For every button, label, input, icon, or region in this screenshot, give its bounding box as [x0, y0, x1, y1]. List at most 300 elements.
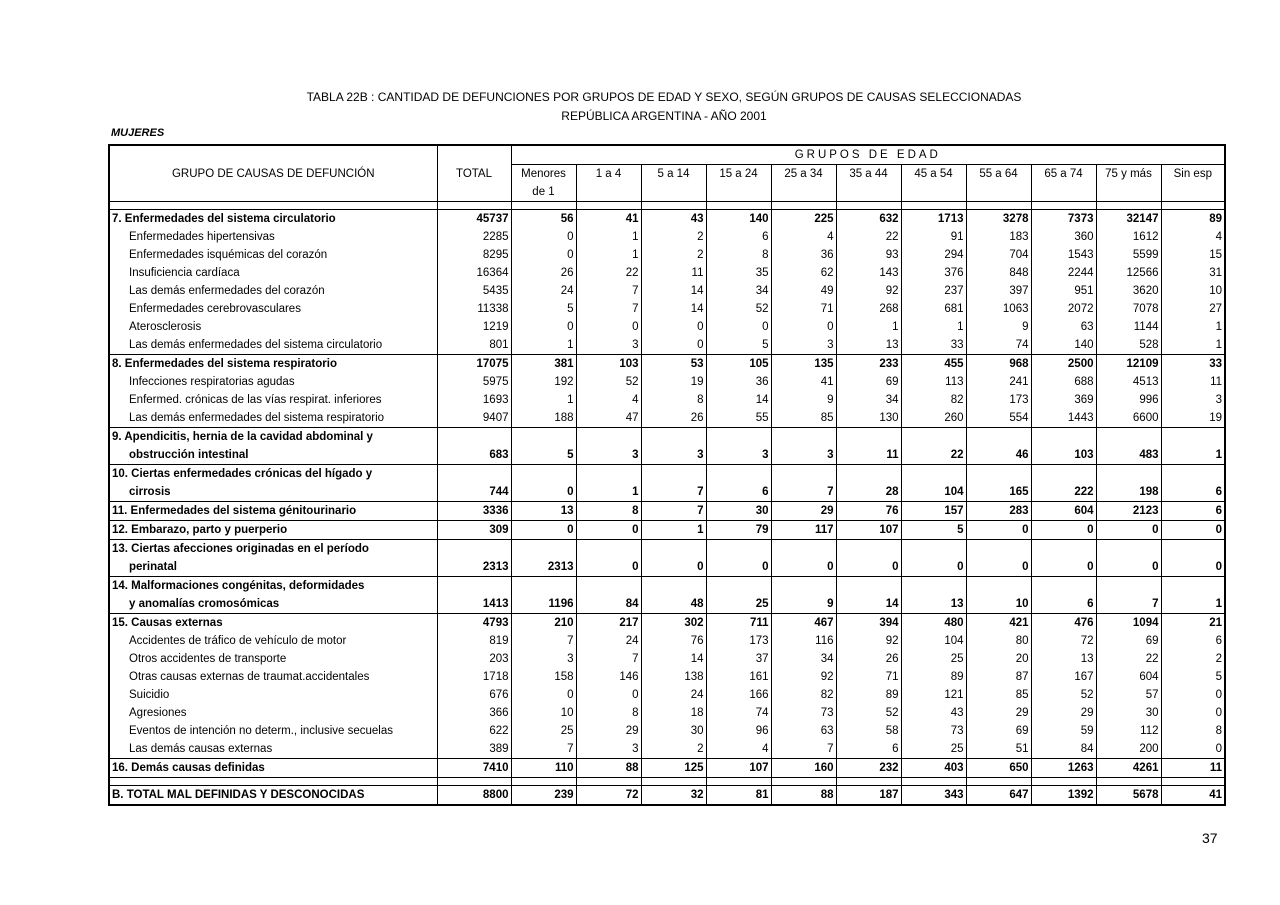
total-row-value: 72	[576, 786, 641, 806]
age-value: 79	[706, 521, 771, 540]
age-value: 30	[641, 722, 706, 740]
age-value: 1144	[1096, 318, 1161, 336]
age-value: 8	[641, 391, 706, 409]
age-value: 26	[836, 650, 901, 668]
age-value: 173	[706, 632, 771, 650]
age-value	[836, 540, 901, 559]
age-value: 33	[1161, 355, 1225, 374]
age-value: 125	[641, 759, 706, 778]
age-value: 27	[1161, 300, 1225, 318]
age-column-header: 65 a 74	[1031, 165, 1096, 184]
table-subtitle-country-year: REPÚBLICA ARGENTINA - AÑO 2001	[561, 109, 767, 123]
age-value: 3	[771, 336, 836, 355]
age-value: 467	[771, 614, 836, 633]
age-value	[966, 540, 1031, 559]
age-value: 2	[1161, 650, 1225, 668]
age-value: 41	[771, 373, 836, 391]
age-value: 6	[1161, 483, 1225, 502]
age-value: 29	[966, 704, 1031, 722]
table-row	[109, 228, 1225, 246]
cause-name: Enfermedades hipertensivas	[109, 228, 437, 246]
table-row	[109, 300, 1225, 318]
total-value: 676	[437, 686, 511, 704]
cause-column-header: GRUPO DE CAUSAS DE DEFUNCIÓN	[109, 165, 437, 184]
cause-name: 9. Apendicitis, hernia de la cavidad abdominal y	[109, 428, 437, 447]
age-value: 87	[966, 668, 1031, 686]
age-value: 140	[1031, 336, 1096, 355]
spacer-cell	[836, 778, 901, 786]
age-value: 103	[576, 355, 641, 374]
total-value: 2313	[437, 558, 511, 577]
age-value: 158	[511, 668, 576, 686]
age-value: 19	[641, 373, 706, 391]
age-value: 63	[771, 722, 836, 740]
spacer-cell	[706, 202, 771, 210]
age-value: 6	[1031, 595, 1096, 614]
age-value: 294	[901, 246, 966, 264]
age-value: 2313	[511, 558, 576, 577]
age-value: 58	[836, 722, 901, 740]
age-value	[576, 465, 641, 484]
age-value: 483	[1096, 446, 1161, 465]
age-value: 210	[511, 614, 576, 633]
total-value: 309	[437, 521, 511, 540]
age-value: 650	[966, 759, 1031, 778]
table-row	[109, 210, 1225, 229]
age-value: 188	[511, 409, 576, 428]
age-value	[511, 428, 576, 447]
age-value: 49	[771, 282, 836, 300]
age-value: 5	[901, 521, 966, 540]
age-value: 30	[706, 502, 771, 521]
spacer-cell	[1096, 778, 1161, 786]
age-value: 13	[901, 595, 966, 614]
age-value: 140	[706, 210, 771, 229]
age-value: 0	[511, 318, 576, 336]
cause-name: obstrucción intestinal	[109, 446, 437, 465]
spacer-cell	[641, 778, 706, 786]
age-value: 52	[706, 300, 771, 318]
table-row	[109, 521, 1225, 540]
table-row	[109, 391, 1225, 409]
total-spacer	[109, 778, 1225, 786]
age-value: 1	[901, 318, 966, 336]
age-value: 11	[1161, 759, 1225, 778]
age-value: 92	[836, 282, 901, 300]
age-value: 1	[511, 336, 576, 355]
table-row	[109, 740, 1225, 759]
page-number: 37	[1202, 830, 1218, 846]
age-value: 161	[706, 668, 771, 686]
age-value: 951	[1031, 282, 1096, 300]
age-value: 0	[1161, 521, 1225, 540]
header-row-groups	[109, 145, 1225, 165]
age-value: 22	[901, 446, 966, 465]
age-value	[1031, 577, 1096, 596]
age-value: 14	[706, 391, 771, 409]
age-value	[576, 428, 641, 447]
age-value: 73	[771, 704, 836, 722]
age-value: 5	[706, 336, 771, 355]
total-value: 45737	[437, 210, 511, 229]
age-value: 26	[641, 409, 706, 428]
age-value: 37	[706, 650, 771, 668]
age-value	[966, 465, 1031, 484]
age-value: 1713	[901, 210, 966, 229]
age-value: 3	[576, 446, 641, 465]
age-value: 24	[641, 686, 706, 704]
age-value: 30	[1096, 704, 1161, 722]
age-value: 43	[641, 210, 706, 229]
age-value: 69	[836, 373, 901, 391]
total-column-header: TOTAL	[437, 165, 511, 184]
age-value: 85	[966, 686, 1031, 704]
age-value: 103	[1031, 446, 1096, 465]
age-value: 0	[511, 521, 576, 540]
age-value	[1031, 540, 1096, 559]
age-value: 82	[901, 391, 966, 409]
age-value	[771, 540, 836, 559]
table-row	[109, 264, 1225, 282]
age-value: 34	[706, 282, 771, 300]
total-row-value: 647	[966, 786, 1031, 806]
age-value: 0	[1161, 704, 1225, 722]
age-value	[1161, 428, 1225, 447]
age-value: 237	[901, 282, 966, 300]
age-value: 29	[1031, 704, 1096, 722]
age-value	[641, 540, 706, 559]
age-value: 8	[1161, 722, 1225, 740]
age-value: 1196	[511, 595, 576, 614]
age-value: 3	[641, 446, 706, 465]
spacer-cell	[511, 778, 576, 786]
age-value: 688	[1031, 373, 1096, 391]
age-value: 35	[706, 264, 771, 282]
age-value: 0	[1096, 521, 1161, 540]
age-column-header: 45 a 54	[901, 165, 966, 184]
age-value: 10	[511, 704, 576, 722]
table-row	[109, 446, 1225, 465]
age-value: 55	[706, 409, 771, 428]
age-value: 7	[771, 483, 836, 502]
cause-name: Las demás enfermedades del sistema circulatorio	[109, 336, 437, 355]
age-value: 0	[901, 558, 966, 577]
total-value: 366	[437, 704, 511, 722]
age-value: 2	[641, 228, 706, 246]
age-value: 1	[836, 318, 901, 336]
age-column-header-line2	[966, 183, 1031, 202]
table-row	[109, 558, 1225, 577]
total-value: 5975	[437, 373, 511, 391]
age-value: 4	[771, 228, 836, 246]
spacer-cell	[1096, 202, 1161, 210]
age-value: 107	[706, 759, 771, 778]
cause-name: Suicidio	[109, 686, 437, 704]
age-value	[576, 577, 641, 596]
age-value: 6	[1161, 632, 1225, 650]
age-value: 6	[706, 228, 771, 246]
total-value	[437, 465, 511, 484]
age-value: 528	[1096, 336, 1161, 355]
table-row	[109, 595, 1225, 614]
table-row	[109, 502, 1225, 521]
cause-name: Enfermedades cerebrovasculares	[109, 300, 437, 318]
age-value: 0	[966, 521, 1031, 540]
age-value: 11	[836, 446, 901, 465]
age-value: 1	[576, 483, 641, 502]
spacer-cell	[1031, 778, 1096, 786]
table-row	[109, 686, 1225, 704]
table-row	[109, 246, 1225, 264]
age-value: 12109	[1096, 355, 1161, 374]
spacer-cell	[576, 778, 641, 786]
age-value: 25	[511, 722, 576, 740]
age-value: 36	[706, 373, 771, 391]
cause-name: 13. Ciertas afecciones originadas en el período	[109, 540, 437, 559]
table-row	[109, 722, 1225, 740]
age-value: 394	[836, 614, 901, 633]
age-value: 71	[771, 300, 836, 318]
age-value: 96	[706, 722, 771, 740]
age-column-header: 35 a 44	[836, 165, 901, 184]
cause-name: 12. Embarazo, parto y puerperio	[109, 521, 437, 540]
age-value: 31	[1161, 264, 1225, 282]
age-value	[836, 465, 901, 484]
age-value: 56	[511, 210, 576, 229]
age-value: 711	[706, 614, 771, 633]
table-row	[109, 336, 1225, 355]
cause-name: Infecciones respiratorias agudas	[109, 373, 437, 391]
age-value	[1161, 465, 1225, 484]
age-value: 14	[641, 282, 706, 300]
age-value: 71	[836, 668, 901, 686]
age-value: 5	[511, 300, 576, 318]
spacer-cell	[966, 202, 1031, 210]
total-value: 1413	[437, 595, 511, 614]
age-value: 0	[706, 558, 771, 577]
total-value: 389	[437, 740, 511, 759]
age-value: 25	[901, 740, 966, 759]
age-value: 8	[576, 704, 641, 722]
age-value	[1161, 577, 1225, 596]
age-value: 22	[1096, 650, 1161, 668]
sex-label: MUJERES	[111, 127, 165, 139]
age-value: 3620	[1096, 282, 1161, 300]
age-value: 0	[1161, 740, 1225, 759]
age-value: 14	[836, 595, 901, 614]
age-value: 105	[706, 355, 771, 374]
age-value: 968	[966, 355, 1031, 374]
age-value: 8	[706, 246, 771, 264]
header-spacer	[109, 202, 1225, 210]
age-value: 34	[771, 650, 836, 668]
age-value: 2072	[1031, 300, 1096, 318]
age-value: 241	[966, 373, 1031, 391]
age-column-header: Menores	[511, 165, 576, 184]
age-value: 36	[771, 246, 836, 264]
age-value: 29	[576, 722, 641, 740]
age-value: 107	[836, 521, 901, 540]
cause-name: perinatal	[109, 558, 437, 577]
spacer-cell	[771, 778, 836, 786]
age-value: 192	[511, 373, 576, 391]
age-value: 6600	[1096, 409, 1161, 428]
age-value: 7	[511, 632, 576, 650]
spacer-cell	[511, 202, 576, 210]
age-value	[1096, 465, 1161, 484]
age-value: 46	[966, 446, 1031, 465]
total-row-value: 32	[641, 786, 706, 806]
age-value: 20	[966, 650, 1031, 668]
age-value: 7	[641, 502, 706, 521]
age-value: 22	[836, 228, 901, 246]
table-title: TABLA 22B : CANTIDAD DE DEFUNCIONES POR GRUPOS DE EDAD Y SEXO, SEGÚN GRUPOS DE CAUSAS SELECCIONADAS	[306, 90, 1022, 104]
age-value: 69	[1096, 632, 1161, 650]
table-row	[109, 759, 1225, 778]
age-value: 167	[1031, 668, 1096, 686]
age-value: 143	[836, 264, 901, 282]
age-value: 63	[1031, 318, 1096, 336]
age-value: 7	[576, 650, 641, 668]
total-row-value: 81	[706, 786, 771, 806]
table-row	[109, 668, 1225, 686]
header-row-1	[109, 165, 1225, 184]
age-value: 4	[576, 391, 641, 409]
age-value: 32147	[1096, 210, 1161, 229]
age-value: 74	[706, 704, 771, 722]
table-row	[109, 650, 1225, 668]
age-value: 14	[641, 650, 706, 668]
total-value: 8295	[437, 246, 511, 264]
age-value: 3	[706, 446, 771, 465]
total-value: 1219	[437, 318, 511, 336]
age-value: 4513	[1096, 373, 1161, 391]
total-value: 683	[437, 446, 511, 465]
age-value: 57	[1096, 686, 1161, 704]
spacer-cell	[576, 202, 641, 210]
age-value: 34	[836, 391, 901, 409]
age-value	[706, 465, 771, 484]
age-value: 113	[901, 373, 966, 391]
age-value: 72	[1031, 632, 1096, 650]
age-value	[1031, 465, 1096, 484]
age-value: 0	[511, 228, 576, 246]
age-value: 0	[576, 521, 641, 540]
age-value: 0	[641, 336, 706, 355]
total-value: 7410	[437, 759, 511, 778]
age-value: 1	[1161, 336, 1225, 355]
total-value: 16364	[437, 264, 511, 282]
table-row	[109, 318, 1225, 336]
spacer-cell	[901, 202, 966, 210]
age-value: 1063	[966, 300, 1031, 318]
total-row-value: 187	[836, 786, 901, 806]
age-column-header-line2: de 1	[511, 183, 576, 202]
age-value: 5599	[1096, 246, 1161, 264]
age-value: 93	[836, 246, 901, 264]
spacer-cell	[1161, 202, 1225, 210]
age-value: 173	[966, 391, 1031, 409]
age-value: 0	[1031, 558, 1096, 577]
age-value: 3	[771, 446, 836, 465]
age-value: 85	[771, 409, 836, 428]
age-value: 268	[836, 300, 901, 318]
age-value: 47	[576, 409, 641, 428]
table-row	[109, 465, 1225, 484]
table-row	[109, 577, 1225, 596]
age-value: 6	[706, 483, 771, 502]
age-value: 0	[966, 558, 1031, 577]
age-value: 3	[576, 740, 641, 759]
spacer-cell	[966, 778, 1031, 786]
age-value: 135	[771, 355, 836, 374]
cause-name: y anomalías cromosómicas	[109, 595, 437, 614]
age-value: 25	[706, 595, 771, 614]
age-value: 3	[576, 336, 641, 355]
age-value: 397	[966, 282, 1031, 300]
age-value: 104	[901, 632, 966, 650]
age-value: 232	[836, 759, 901, 778]
age-value: 0	[706, 318, 771, 336]
age-value: 476	[1031, 614, 1096, 633]
age-value: 9	[771, 391, 836, 409]
cause-name: 16. Demás causas definidas	[109, 759, 437, 778]
cause-name: Eventos de intención no determ., inclusive secuelas	[109, 722, 437, 740]
age-value: 69	[966, 722, 1031, 740]
age-column-header: Sin esp	[1161, 165, 1225, 184]
age-value: 1	[1161, 446, 1225, 465]
age-value: 13	[511, 502, 576, 521]
age-value	[511, 540, 576, 559]
age-value: 19	[1161, 409, 1225, 428]
age-column-header-line2	[901, 183, 966, 202]
spacer-cell	[437, 202, 511, 210]
age-value	[511, 465, 576, 484]
age-value: 1094	[1096, 614, 1161, 633]
age-value: 1543	[1031, 246, 1096, 264]
spacer-cell	[1161, 778, 1225, 786]
age-value: 166	[706, 686, 771, 704]
age-value: 233	[836, 355, 901, 374]
spacer-cell	[641, 202, 706, 210]
age-value: 10	[966, 595, 1031, 614]
total-value: 1718	[437, 668, 511, 686]
cause-name: Enfermed. crónicas de las vías respirat. inferiores	[109, 391, 437, 409]
total-value: 3336	[437, 502, 511, 521]
age-value: 116	[771, 632, 836, 650]
age-value: 52	[836, 704, 901, 722]
table-row	[109, 540, 1225, 559]
age-value: 18	[641, 704, 706, 722]
age-value: 21	[1161, 614, 1225, 633]
total-row-value: 8800	[437, 786, 511, 806]
age-value: 283	[966, 502, 1031, 521]
age-value: 1	[1161, 318, 1225, 336]
age-value	[901, 540, 966, 559]
age-value: 26	[511, 264, 576, 282]
age-value: 2244	[1031, 264, 1096, 282]
age-value: 1	[511, 391, 576, 409]
age-value: 22	[576, 264, 641, 282]
age-value: 1	[641, 521, 706, 540]
age-groups-header: GRUPOS DE EDAD	[511, 145, 1225, 165]
age-value: 7078	[1096, 300, 1161, 318]
total-value	[437, 428, 511, 447]
total-row-value: 239	[511, 786, 576, 806]
age-value: 604	[1031, 502, 1096, 521]
cause-name: Las demás causas externas	[109, 740, 437, 759]
age-value: 160	[771, 759, 836, 778]
